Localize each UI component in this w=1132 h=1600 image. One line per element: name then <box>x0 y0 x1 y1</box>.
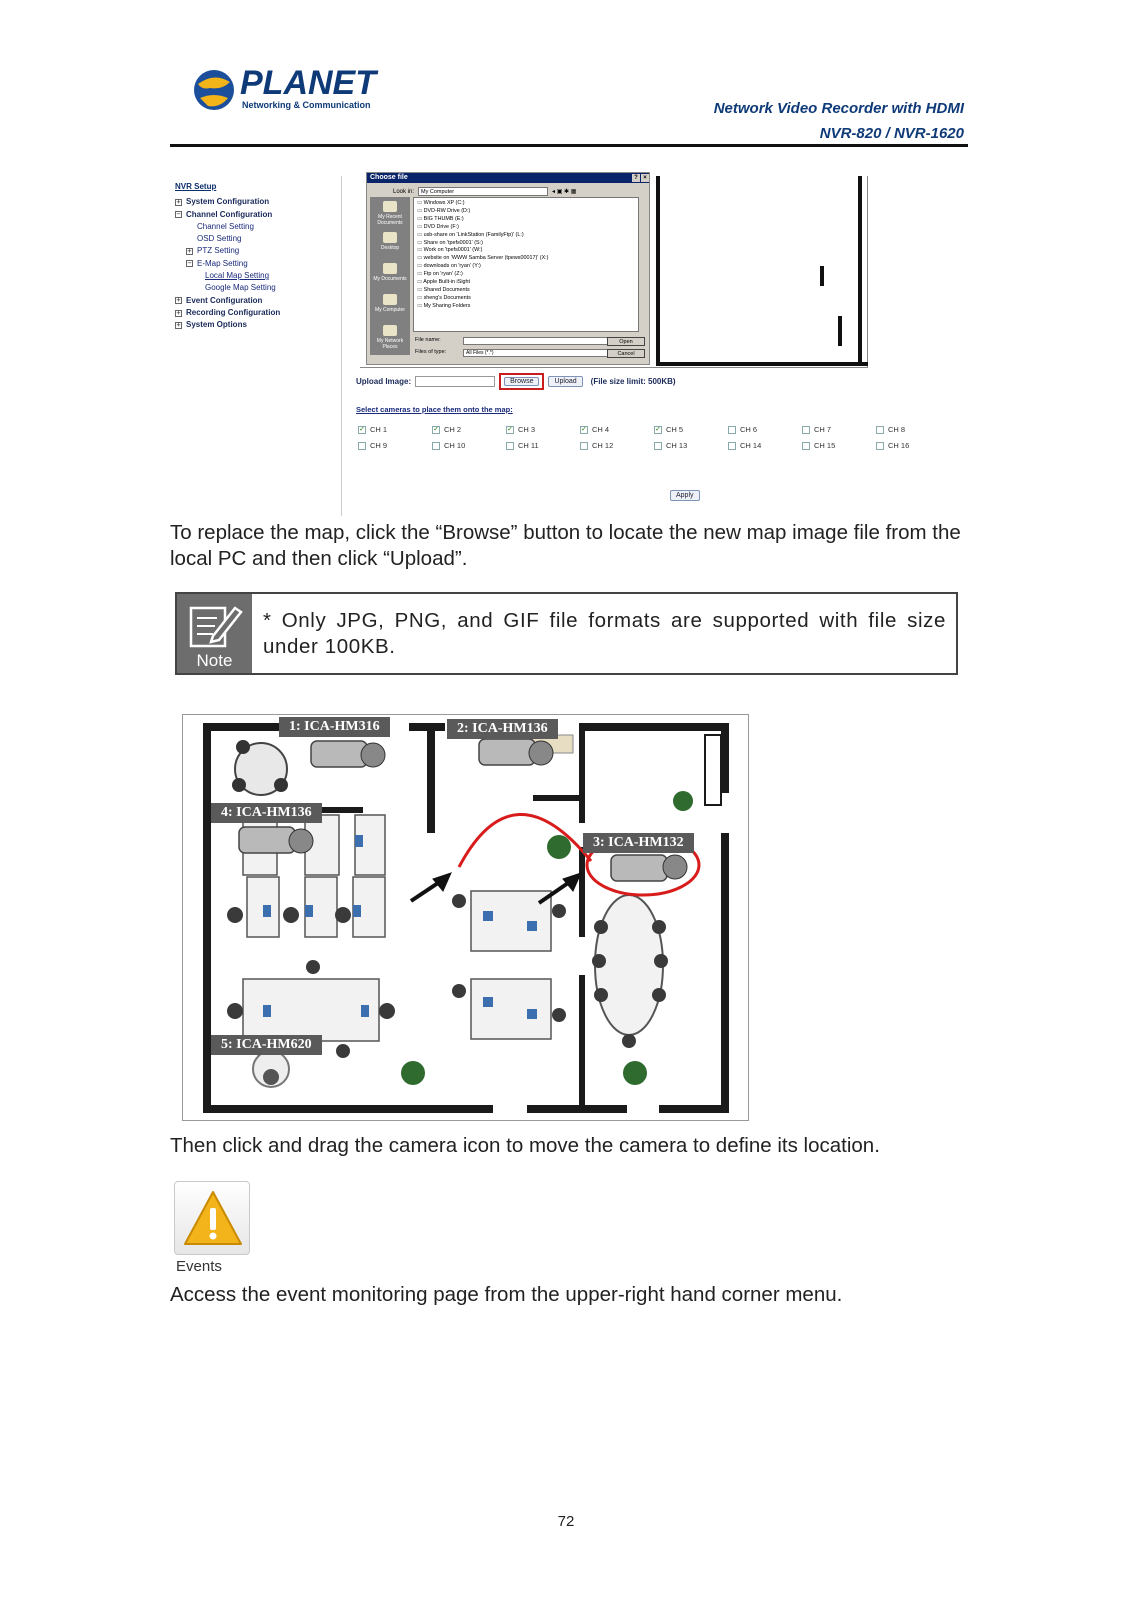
expand-icon[interactable]: + <box>176 197 181 206</box>
channel-checkbox[interactable]: CH 14 <box>728 441 802 450</box>
note-pencil-icon <box>185 600 245 650</box>
menu-title[interactable]: NVR Setup <box>175 182 217 191</box>
place-desktop[interactable]: Desktop <box>370 228 410 259</box>
list-item[interactable]: ▭ BIG THUMB (E:) <box>417 216 635 224</box>
channel-checkbox[interactable]: CH 15 <box>802 441 876 450</box>
cancel-button[interactable]: Cancel <box>607 349 645 358</box>
list-item[interactable]: ▭ Windows XP (C:) <box>417 200 635 208</box>
menu-event-configuration[interactable]: + Event Configuration <box>176 295 263 305</box>
channel-checkbox[interactable]: CH 12 <box>580 441 654 450</box>
channel-checkbox[interactable]: CH 9 <box>358 441 432 450</box>
collapse-icon[interactable]: − <box>176 210 181 219</box>
divider <box>341 176 342 516</box>
look-in-select[interactable]: My Computer <box>418 187 548 196</box>
events-label: Events <box>176 1258 222 1275</box>
list-item[interactable]: ▭ Shared Documents <box>417 287 635 295</box>
menu-ptz-setting[interactable]: + PTZ Setting <box>187 246 240 256</box>
list-item[interactable]: ▭ Apple Built-in iSight <box>417 279 635 287</box>
channel-checkbox[interactable]: CH 10 <box>432 441 506 450</box>
upload-file-input[interactable] <box>415 376 495 387</box>
channel-checkbox[interactable]: CH 13 <box>654 441 728 450</box>
menu-channel-configuration[interactable]: − Channel Configuration <box>176 209 273 219</box>
place-network[interactable]: My Network Places <box>370 321 410 352</box>
browse-highlight <box>499 373 544 390</box>
camera-label-1[interactable]: 1: ICA-HM316 <box>279 717 390 737</box>
menu-system-configuration[interactable]: + System Configuration <box>176 197 270 207</box>
expand-icon[interactable]: + <box>176 308 181 317</box>
events-button[interactable] <box>174 1181 250 1255</box>
upload-button[interactable]: Upload <box>548 376 582 387</box>
paragraph-browse-instructions: To replace the map, click the “Browse” button to locate the new map image file from the local PC and then click “Upload”. <box>170 521 961 570</box>
place-documents[interactable]: My Documents <box>370 259 410 290</box>
toolbar-icons[interactable]: ◂ ▣ ✱ ▦ <box>552 189 577 195</box>
header-rule <box>170 144 968 147</box>
close-icon[interactable]: × <box>641 174 649 182</box>
list-item[interactable]: ▭ downloads on 'ryan' (Y:) <box>417 263 635 271</box>
note-box <box>175 592 958 675</box>
page-number: 72 <box>557 1513 575 1530</box>
channel-checkbox[interactable]: CH 16 <box>876 441 950 450</box>
document-title <box>714 96 964 146</box>
apply-button[interactable]: Apply <box>670 490 700 501</box>
channel-checkbox[interactable]: CH 6 <box>728 425 802 434</box>
channel-checkbox[interactable]: ✓ CH 2 <box>433 425 462 434</box>
note-label: Note <box>196 651 233 670</box>
title-line-2: NVR-820 / NVR-1620 <box>819 125 964 142</box>
file-name-row: File name: <box>415 337 441 343</box>
list-item[interactable]: ▭ DVD Drive (F:) <box>417 224 635 232</box>
list-item[interactable]: ▭ My Sharing Folders <box>417 303 635 311</box>
collapse-icon[interactable]: − <box>187 259 192 268</box>
list-item[interactable]: ▭ Ftp on 'ryan' (Z:) <box>417 271 635 279</box>
emap-setting-screenshot <box>172 176 968 516</box>
note-badge <box>177 594 252 673</box>
open-button[interactable]: Open <box>607 337 645 346</box>
place-computer[interactable]: My Computer <box>370 290 410 321</box>
channel-checkbox[interactable]: ✓ CH 4 <box>581 425 610 434</box>
floor-plan-map <box>182 714 749 1121</box>
note-text: * Only JPG, PNG, and GIF file formats are supported with file size under 100KB. <box>263 609 946 658</box>
file-list[interactable] <box>413 197 639 332</box>
camera-label-2[interactable]: 2: ICA-HM136 <box>447 719 558 739</box>
logo-word: PLANET <box>240 64 376 102</box>
upload-label: Upload Image: <box>356 377 412 386</box>
file-type-select[interactable]: All Files (*.*) <box>463 349 633 357</box>
floor-plan-drawing <box>183 715 748 1120</box>
camera-checkbox-grid <box>358 425 950 450</box>
paragraph-events-instructions: Access the event monitoring page from the upper-right hand corner menu. <box>170 1283 843 1306</box>
menu-channel-setting[interactable]: Channel Setting <box>197 221 254 231</box>
browse-button[interactable]: Browse <box>504 377 539 386</box>
channel-checkbox[interactable]: ✓ CH 3 <box>507 425 536 434</box>
look-in-row: Look in: My Computer ◂ ▣ ✱ ▦ <box>393 188 577 195</box>
dialog-title-bar: Choose file ? × <box>367 173 649 183</box>
planet-logo <box>192 64 382 114</box>
places-bar <box>370 197 410 355</box>
list-item[interactable]: ▭ website on 'WWW Samba Server (tpews00017)' (X:) <box>417 255 635 263</box>
nvr-setup-menu <box>175 181 345 332</box>
list-item[interactable]: ▭ sheng's Documents <box>417 295 635 303</box>
logo-tagline: Networking & Communication <box>242 100 371 110</box>
globe-icon <box>192 68 236 112</box>
menu-osd-setting[interactable]: OSD Setting <box>197 234 242 244</box>
list-item[interactable]: ▭ Share on 'tpefs0001' (S:) <box>417 240 635 248</box>
channel-checkbox[interactable]: ✓ CH 1 <box>359 425 388 434</box>
select-cameras-title: Select cameras to place them onto the map: <box>356 405 513 414</box>
list-item[interactable]: ▭ DVD-RW Drive (D:) <box>417 208 635 216</box>
file-size-limit: (File size limit: 500KB) <box>590 377 676 386</box>
place-recent[interactable]: My Recent Documents <box>370 197 410 228</box>
expand-icon[interactable]: + <box>176 296 181 305</box>
list-item[interactable]: ▭ Work on 'tpefs0001' (W:) <box>417 247 635 255</box>
channel-checkbox[interactable]: CH 7 <box>802 425 876 434</box>
menu-emap-setting[interactable]: − E-Map Setting <box>187 258 248 268</box>
menu-local-map-setting[interactable]: Local Map Setting <box>205 271 270 281</box>
menu-google-map-setting[interactable]: Google Map Setting <box>205 283 276 293</box>
camera-label-3[interactable]: 3: ICA-HM132 <box>583 833 694 853</box>
paragraph-drag-instructions: Then click and drag the camera icon to move the camera to define its location. <box>170 1134 880 1157</box>
channel-checkbox[interactable]: ✓ CH 5 <box>655 425 684 434</box>
list-item[interactable]: ▭ usb-share on 'LinkStation (FamilyFtp)' (L:) <box>417 232 635 240</box>
menu-system-options[interactable]: + System Options <box>176 320 247 330</box>
channel-checkbox[interactable]: CH 11 <box>506 441 580 450</box>
file-type-row: Files of type: All Files (*.*) <box>415 349 446 355</box>
choose-file-dialog <box>366 172 650 365</box>
menu-recording-configuration[interactable]: + Recording Configuration <box>176 307 281 317</box>
camera-label-5[interactable]: 5: ICA-HM620 <box>211 1035 322 1055</box>
expand-icon[interactable]: + <box>176 320 181 329</box>
warning-icon <box>175 1182 251 1256</box>
title-line-1: Network Video Recorder with HDMI <box>713 100 964 117</box>
upload-row <box>356 373 676 390</box>
channel-checkbox[interactable]: CH 8 <box>876 425 950 434</box>
camera-label-4[interactable]: 4: ICA-HM136 <box>211 803 322 823</box>
expand-icon[interactable]: + <box>187 247 192 256</box>
help-icon[interactable]: ? <box>632 174 640 182</box>
